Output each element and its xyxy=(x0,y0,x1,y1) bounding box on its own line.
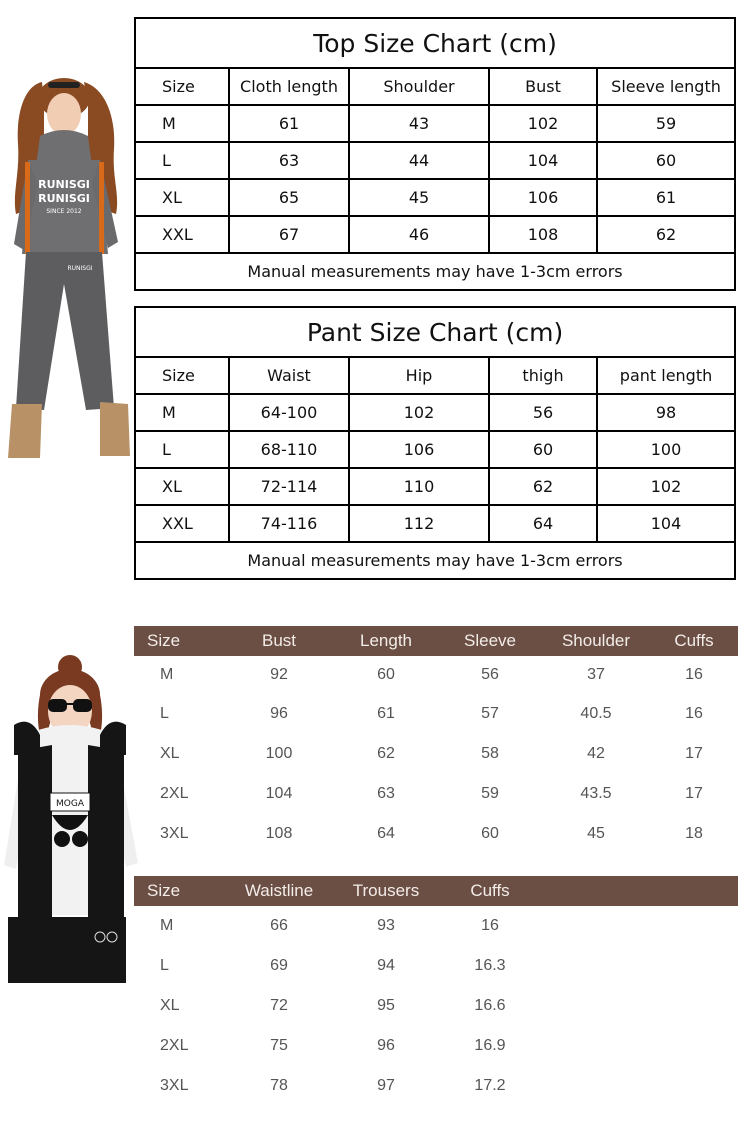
table-row xyxy=(134,1066,738,1106)
value-cell: 58 xyxy=(481,745,499,762)
model-photo-tracksuit xyxy=(4,74,134,464)
size-cell: XL xyxy=(160,997,180,1014)
column-header xyxy=(650,876,738,906)
table-row xyxy=(135,105,735,142)
value-cell: 60 xyxy=(597,142,735,179)
value-cell: 64 xyxy=(377,825,395,842)
value-cell: 94 xyxy=(377,957,395,974)
size-cell: M xyxy=(135,394,229,431)
table-row xyxy=(134,1026,738,1066)
table-row xyxy=(135,505,735,542)
value-cell: 43.5 xyxy=(580,785,612,802)
size-cell: L xyxy=(160,957,169,974)
value-cell xyxy=(542,946,650,986)
column-header: Size xyxy=(135,357,229,394)
value-cell: 46 xyxy=(349,216,489,253)
value-cell: 44 xyxy=(349,142,489,179)
value-cell: 62 xyxy=(597,216,735,253)
size-cell: XL xyxy=(135,179,229,216)
size-cell: XXL xyxy=(135,216,229,253)
pants-print: RUNISGI xyxy=(67,265,93,272)
value-cell: 60 xyxy=(489,431,597,468)
value-cell: 104 xyxy=(597,505,735,542)
size-cell: M xyxy=(160,917,174,934)
value-cell xyxy=(650,1026,738,1066)
value-cell: 17 xyxy=(685,745,703,762)
value-cell: 93 xyxy=(377,917,395,934)
value-cell: 16.6 xyxy=(474,997,506,1014)
value-cell: 74-116 xyxy=(229,505,349,542)
column-header: Bust xyxy=(489,68,597,105)
column-header: Trousers xyxy=(334,876,438,906)
top-chart-title: Top Size Chart (cm) xyxy=(135,18,735,68)
size-cell: 2XL xyxy=(160,785,189,802)
size-cell: L xyxy=(135,142,229,179)
value-cell: 104 xyxy=(489,142,597,179)
table-row xyxy=(135,216,735,253)
pant-size-chart xyxy=(134,306,736,580)
value-cell: 69 xyxy=(270,957,288,974)
value-cell: 16 xyxy=(685,705,703,722)
value-cell: 63 xyxy=(229,142,349,179)
value-cell: 17.2 xyxy=(474,1077,506,1094)
pants-measurements-table xyxy=(134,876,738,1106)
value-cell: 92 xyxy=(270,666,288,683)
hoodie-print-line-1: RUNISGI xyxy=(38,178,90,191)
size-cell: 3XL xyxy=(160,825,189,842)
hoodie-print-line-3: SINCE 2012 xyxy=(46,208,82,215)
value-cell: 108 xyxy=(265,825,293,842)
table-row xyxy=(135,142,735,179)
value-cell: 67 xyxy=(229,216,349,253)
value-cell: 68-110 xyxy=(229,431,349,468)
column-header xyxy=(542,876,650,906)
value-cell: 61 xyxy=(377,705,395,722)
value-cell: 72 xyxy=(270,997,288,1014)
column-header: Sleeve xyxy=(438,626,542,656)
table-row xyxy=(134,734,738,774)
size-cell: 3XL xyxy=(160,1077,189,1094)
value-cell xyxy=(542,906,650,946)
value-cell: 17 xyxy=(685,785,703,802)
value-cell: 45 xyxy=(349,179,489,216)
size-cell: 2XL xyxy=(160,1037,189,1054)
value-cell: 40.5 xyxy=(580,705,612,722)
column-header: Size xyxy=(135,68,229,105)
value-cell: 42 xyxy=(587,745,605,762)
value-cell: 16 xyxy=(481,917,499,934)
column-header: Shoulder xyxy=(542,626,650,656)
value-cell: 65 xyxy=(229,179,349,216)
column-header: Cuffs xyxy=(438,876,542,906)
value-cell: 59 xyxy=(597,105,735,142)
table-header-row xyxy=(134,876,738,906)
value-cell: 100 xyxy=(597,431,735,468)
value-cell: 100 xyxy=(265,745,293,762)
size-cell: XL xyxy=(160,745,180,762)
value-cell: 112 xyxy=(349,505,489,542)
value-cell: 96 xyxy=(270,705,288,722)
measurement-note: Manual measurements may have 1-3cm errors xyxy=(135,542,735,579)
value-cell: 16.9 xyxy=(474,1037,506,1054)
table-row xyxy=(134,814,738,854)
hoodie-print: MOGA xyxy=(56,799,84,809)
value-cell: 45 xyxy=(587,825,605,842)
top-size-chart xyxy=(134,17,736,291)
table-row xyxy=(134,906,738,946)
value-cell: 96 xyxy=(377,1037,395,1054)
size-cell: M xyxy=(135,105,229,142)
value-cell: 37 xyxy=(587,666,605,683)
value-cell: 102 xyxy=(597,468,735,505)
value-cell: 63 xyxy=(377,785,395,802)
table-row xyxy=(135,179,735,216)
pant-chart-title: Pant Size Chart (cm) xyxy=(135,307,735,357)
column-header: Cuffs xyxy=(650,626,738,656)
value-cell: 43 xyxy=(349,105,489,142)
column-header: Size xyxy=(134,876,224,906)
column-header: pant length xyxy=(597,357,735,394)
value-cell: 56 xyxy=(481,666,499,683)
value-cell xyxy=(650,946,738,986)
table-row xyxy=(135,468,735,505)
table-row xyxy=(135,394,735,431)
value-cell: 61 xyxy=(597,179,735,216)
value-cell: 102 xyxy=(489,105,597,142)
value-cell: 78 xyxy=(270,1077,288,1094)
value-cell: 106 xyxy=(489,179,597,216)
value-cell: 98 xyxy=(597,394,735,431)
table-row xyxy=(134,986,738,1026)
value-cell: 66 xyxy=(270,917,288,934)
model-photo-hoodie-vest xyxy=(0,655,140,983)
hoodie-print-line-2: RUNISGI xyxy=(38,192,90,205)
value-cell: 95 xyxy=(377,997,395,1014)
value-cell xyxy=(542,1066,650,1106)
value-cell: 106 xyxy=(349,431,489,468)
value-cell: 110 xyxy=(349,468,489,505)
value-cell xyxy=(650,906,738,946)
top-chart-header-row xyxy=(135,68,735,105)
table-row xyxy=(135,431,735,468)
column-header: Cloth length xyxy=(229,68,349,105)
value-cell: 60 xyxy=(481,825,499,842)
value-cell: 60 xyxy=(377,666,395,683)
value-cell: 75 xyxy=(270,1037,288,1054)
value-cell xyxy=(650,1066,738,1106)
column-header: thigh xyxy=(489,357,597,394)
value-cell: 61 xyxy=(229,105,349,142)
value-cell: 108 xyxy=(489,216,597,253)
value-cell: 59 xyxy=(481,785,499,802)
column-header: Size xyxy=(134,626,224,656)
value-cell: 102 xyxy=(349,394,489,431)
column-header: Bust xyxy=(224,626,334,656)
column-header: Sleeve length xyxy=(597,68,735,105)
value-cell: 62 xyxy=(489,468,597,505)
value-cell: 16.3 xyxy=(474,957,506,974)
value-cell: 62 xyxy=(377,745,395,762)
value-cell: 56 xyxy=(489,394,597,431)
size-cell: L xyxy=(135,431,229,468)
column-header: Hip xyxy=(349,357,489,394)
size-cell: L xyxy=(160,705,169,722)
table-row xyxy=(134,946,738,986)
size-cell: XL xyxy=(135,468,229,505)
value-cell: 64-100 xyxy=(229,394,349,431)
top-measurements-table xyxy=(134,626,738,854)
value-cell: 16 xyxy=(685,666,703,683)
column-header: Shoulder xyxy=(349,68,489,105)
pant-chart-header-row xyxy=(135,357,735,394)
size-cell: M xyxy=(160,666,174,683)
value-cell: 104 xyxy=(265,785,293,802)
value-cell: 97 xyxy=(377,1077,395,1094)
value-cell: 72-114 xyxy=(229,468,349,505)
value-cell xyxy=(542,1026,650,1066)
column-header: Waist xyxy=(229,357,349,394)
table-header-row xyxy=(134,626,738,656)
table-row xyxy=(134,694,738,734)
value-cell: 18 xyxy=(685,825,703,842)
size-cell: XXL xyxy=(135,505,229,542)
value-cell: 57 xyxy=(481,705,499,722)
value-cell xyxy=(542,986,650,1026)
column-header: Waistline xyxy=(224,876,334,906)
value-cell: 64 xyxy=(489,505,597,542)
measurement-note: Manual measurements may have 1-3cm errors xyxy=(135,253,735,290)
table-row xyxy=(134,774,738,814)
value-cell xyxy=(650,986,738,1026)
column-header: Length xyxy=(334,626,438,656)
table-row xyxy=(134,656,738,694)
